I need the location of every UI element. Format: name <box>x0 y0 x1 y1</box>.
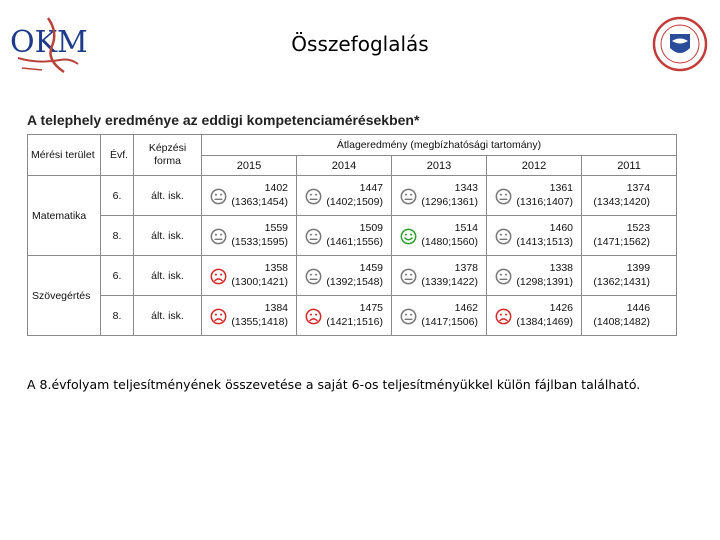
result-cell <box>582 296 677 336</box>
score: 1399 <box>626 262 651 274</box>
neutral-face-icon <box>305 268 322 285</box>
result-cell <box>202 216 297 256</box>
confidence-range: (1343;1420) <box>593 196 651 208</box>
confidence-range: (1413;1513) <box>516 236 573 248</box>
result-cell <box>202 256 297 296</box>
result-value <box>231 181 288 209</box>
table-row <box>28 216 677 256</box>
neutral-face-icon <box>305 228 322 245</box>
result-cell <box>487 256 582 296</box>
result-value <box>421 221 478 249</box>
confidence-range: (1298;1391) <box>516 276 573 288</box>
score: 1338 <box>549 262 573 274</box>
score: 1559 <box>264 222 288 234</box>
form-cell: ált. isk. <box>134 296 202 336</box>
result-cell <box>297 256 392 296</box>
score: 1384 <box>264 302 288 314</box>
result-cell <box>487 216 582 256</box>
confidence-range: (1392;1548) <box>326 276 383 288</box>
happy-face-icon <box>400 228 417 245</box>
confidence-range: (1384;1469) <box>516 316 573 328</box>
score: 1402 <box>264 182 288 194</box>
result-value <box>593 261 650 289</box>
table-row <box>28 296 677 336</box>
form-cell: ált. isk. <box>134 216 202 256</box>
neutral-face-icon <box>495 188 512 205</box>
result-cell <box>487 296 582 336</box>
confidence-range: (1417;1506) <box>421 316 478 328</box>
result-cell <box>297 296 392 336</box>
confidence-range: (1402;1509) <box>326 196 383 208</box>
results-table <box>27 134 677 336</box>
score: 1475 <box>359 302 383 314</box>
result-value <box>421 261 478 289</box>
score: 1361 <box>549 182 573 194</box>
neutral-face-icon <box>400 268 417 285</box>
result-value <box>516 221 573 249</box>
header-grade: Évf. <box>101 135 134 176</box>
confidence-range: (1363;1454) <box>231 196 288 208</box>
score: 1460 <box>549 222 573 234</box>
confidence-range: (1471;1562) <box>593 236 651 248</box>
header-year: 2014 <box>297 156 392 176</box>
result-value <box>326 301 383 329</box>
slide-title: Összefoglalás <box>291 32 429 56</box>
header-year: 2013 <box>392 156 487 176</box>
header-average: Átlageredmény (megbízhatósági tartomány) <box>202 135 677 156</box>
result-value <box>326 221 383 249</box>
table-row <box>28 176 677 216</box>
header-area: Mérési terület <box>28 135 101 176</box>
neutral-face-icon <box>495 268 512 285</box>
result-value <box>421 301 478 329</box>
confidence-range: (1480;1560) <box>421 236 478 248</box>
score: 1446 <box>626 302 651 314</box>
result-value <box>516 261 573 289</box>
result-value <box>326 261 383 289</box>
neutral-face-icon <box>400 188 417 205</box>
table-row <box>28 256 677 296</box>
result-value <box>326 181 383 209</box>
grade-cell: 6. <box>101 256 134 296</box>
score: 1374 <box>626 182 651 194</box>
result-cell <box>297 176 392 216</box>
result-cell <box>392 256 487 296</box>
result-value <box>231 261 288 289</box>
score: 1462 <box>454 302 478 314</box>
result-cell <box>392 296 487 336</box>
confidence-range: (1408;1482) <box>593 316 651 328</box>
logo-text: OKM <box>10 25 88 60</box>
confidence-range: (1300;1421) <box>231 276 288 288</box>
score: 1447 <box>359 182 383 194</box>
sad-face-icon <box>495 308 512 325</box>
neutral-face-icon <box>210 188 227 205</box>
confidence-range: (1362;1431) <box>593 276 651 288</box>
result-cell <box>582 176 677 216</box>
neutral-face-icon <box>400 308 417 325</box>
score: 1343 <box>454 182 478 194</box>
result-value <box>593 181 650 209</box>
table-heading: A telephely eredménye az eddigi kompetenciamérésekben* <box>27 112 420 128</box>
result-cell <box>392 216 487 256</box>
score: 1523 <box>626 222 651 234</box>
result-value <box>593 301 650 329</box>
result-value <box>231 301 288 329</box>
result-cell <box>202 176 297 216</box>
confidence-range: (1296;1361) <box>421 196 478 208</box>
result-cell <box>202 296 297 336</box>
confidence-range: (1533;1595) <box>231 236 288 248</box>
result-value <box>516 301 573 329</box>
grade-cell: 8. <box>101 296 134 336</box>
sad-face-icon <box>210 308 227 325</box>
confidence-range: (1355;1418) <box>231 316 288 328</box>
grade-cell: 6. <box>101 176 134 216</box>
result-cell <box>582 216 677 256</box>
score: 1426 <box>549 302 573 314</box>
result-cell <box>392 176 487 216</box>
sad-face-icon <box>305 308 322 325</box>
confidence-range: (1421;1516) <box>326 316 383 328</box>
form-cell: ált. isk. <box>134 176 202 216</box>
confidence-range: (1339;1422) <box>421 276 478 288</box>
neutral-face-icon <box>495 228 512 245</box>
result-value <box>231 221 288 249</box>
result-cell <box>582 256 677 296</box>
header-year: 2012 <box>487 156 582 176</box>
result-value <box>516 181 573 209</box>
header-form: Képzési forma <box>134 135 202 176</box>
sad-face-icon <box>210 268 227 285</box>
area-cell: Szövegértés <box>28 256 101 336</box>
score: 1459 <box>359 262 383 274</box>
result-value <box>421 181 478 209</box>
form-cell: ált. isk. <box>134 256 202 296</box>
footnote: A 8.évfolyam teljesítményének összevetése a saját 6-os teljesítményükkel külön fájlban található. <box>27 377 641 392</box>
result-cell <box>297 216 392 256</box>
result-value <box>593 221 650 249</box>
result-cell <box>487 176 582 216</box>
score: 1378 <box>454 262 478 274</box>
grade-cell: 8. <box>101 216 134 256</box>
score: 1358 <box>264 262 288 274</box>
score: 1514 <box>454 222 478 234</box>
confidence-range: (1316;1407) <box>516 196 573 208</box>
header-year: 2011 <box>582 156 677 176</box>
neutral-face-icon <box>305 188 322 205</box>
area-cell: Matematika <box>28 176 101 256</box>
neutral-face-icon <box>210 228 227 245</box>
confidence-range: (1461;1556) <box>326 236 383 248</box>
header-year: 2015 <box>202 156 297 176</box>
score: 1509 <box>359 222 383 234</box>
